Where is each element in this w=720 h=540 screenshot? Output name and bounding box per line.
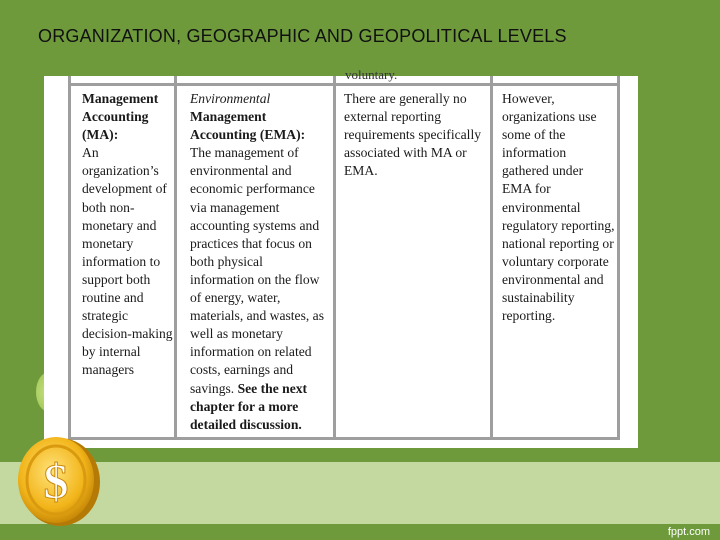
cell-text-line: external reporting bbox=[344, 109, 442, 125]
cell-text-line: organizations use bbox=[502, 109, 597, 125]
table-cell-ema-use bbox=[502, 90, 620, 325]
cell-text-line: gathered under bbox=[502, 163, 584, 179]
cell-text-line: both non- bbox=[82, 199, 135, 215]
cell-text-line: strategic bbox=[82, 308, 129, 324]
svg-text:$: $ bbox=[43, 453, 69, 509]
cell-text-line: requirements specifically bbox=[344, 127, 482, 143]
cell-text-line: regulatory reporting, bbox=[502, 217, 615, 233]
slide-title: ORGANIZATION, GEOGRAPHIC AND GEOPOLITICAL LEVELS bbox=[38, 26, 567, 46]
cell-text-line: information on the flow bbox=[190, 271, 320, 287]
cell-text-line: There are generally no bbox=[344, 91, 467, 106]
column-divider bbox=[490, 76, 493, 437]
cell-text-line: environmental bbox=[502, 199, 581, 215]
cell-text-line: accounting systems and bbox=[190, 217, 320, 233]
cell-text-line: via management bbox=[190, 199, 280, 215]
cell-text-line: information bbox=[502, 145, 567, 161]
cell-text-line: The management of bbox=[190, 145, 299, 161]
cell-text-line: both physical bbox=[190, 253, 263, 269]
cell-text-line: environmental and bbox=[502, 271, 604, 287]
cell-text-line: routine and bbox=[82, 290, 144, 306]
cell-text-line: some of the bbox=[502, 127, 566, 143]
cell-text-line: information to bbox=[82, 253, 161, 269]
cell-text-line: costs, earnings and bbox=[190, 362, 294, 378]
cell-text-line: EMA. bbox=[344, 163, 378, 179]
cell-text-line: monetary and bbox=[82, 217, 157, 233]
cell-text-line: detailed discussion. bbox=[190, 416, 302, 432]
cell-text-line: information on related bbox=[190, 344, 312, 360]
cell-heading-line: Management bbox=[190, 109, 267, 125]
cell-heading-line: Accounting (EMA): bbox=[190, 127, 306, 143]
previous-row-remnant bbox=[71, 67, 617, 86]
cell-text-line: economic performance bbox=[190, 181, 315, 197]
cell-text-line: development of bbox=[82, 181, 167, 197]
cell-heading-line: Management bbox=[82, 91, 159, 106]
cell-text-line: monetary bbox=[82, 235, 134, 251]
cell-text-line: EMA for bbox=[502, 181, 551, 197]
cell-heading-line: Accounting bbox=[82, 109, 149, 125]
cell-text-line: support both bbox=[82, 271, 151, 287]
cell-text-line: well as monetary bbox=[190, 326, 283, 342]
cell-text-line: voluntary corporate bbox=[502, 253, 609, 269]
cell-text-line: reporting. bbox=[502, 308, 556, 324]
previous-row-text-fragment: voluntary. bbox=[345, 67, 398, 82]
cell-text-line: national reporting or bbox=[502, 235, 614, 251]
dollar-coin-icon bbox=[14, 432, 102, 528]
cell-text-line: An bbox=[82, 145, 99, 161]
table-cell-ema-definition bbox=[190, 90, 333, 434]
slide-footer-strip bbox=[0, 524, 720, 540]
cell-text-line: environmental and bbox=[190, 163, 292, 179]
cell-text-line: decision-making bbox=[82, 326, 173, 342]
cell-text-line: practices that focus on bbox=[190, 235, 312, 251]
cell-heading-line: (MA): bbox=[82, 127, 119, 143]
cell-text-bold: See the next bbox=[234, 380, 308, 396]
cell-text-line: managers bbox=[82, 362, 135, 378]
cell-text-line: associated with MA or bbox=[344, 145, 467, 161]
slide-band-light-green bbox=[0, 462, 720, 524]
footer-brand-label: fppt.com bbox=[667, 526, 710, 538]
cell-text-line: materials, and wastes, as bbox=[190, 308, 325, 324]
cell-text-line: chapter for a more bbox=[190, 398, 299, 414]
column-divider bbox=[333, 76, 336, 437]
cell-text-line: organization’s bbox=[82, 163, 159, 179]
cell-text-plain: savings. bbox=[190, 380, 235, 396]
cell-text-line: However, bbox=[502, 91, 555, 106]
cell-text-line: sustainability bbox=[502, 290, 575, 306]
cell-text-line: by internal bbox=[82, 344, 141, 360]
table-cell-ma-definition bbox=[82, 90, 182, 380]
cell-text-line: of energy, water, bbox=[190, 290, 281, 306]
document-excerpt-image bbox=[44, 67, 638, 448]
cell-heading-line: Environmental bbox=[190, 91, 271, 106]
table-cell-external-reporting bbox=[344, 90, 490, 180]
cell-text-line bbox=[190, 380, 333, 398]
ema-comparison-table bbox=[68, 67, 620, 440]
